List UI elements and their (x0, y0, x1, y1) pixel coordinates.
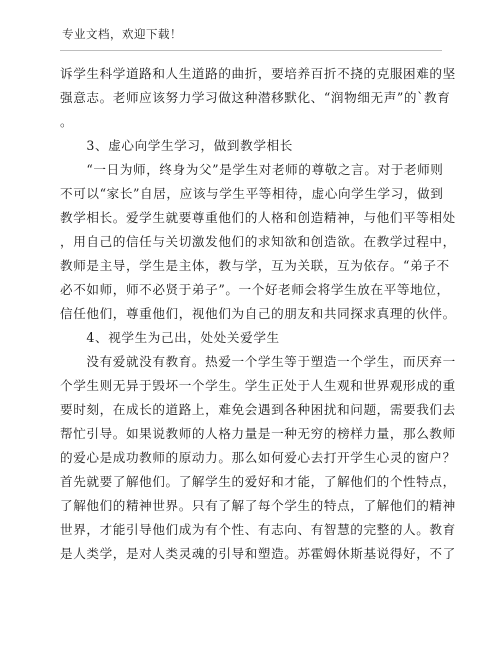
section-heading: 4、视学生为己出，处处关爱学生 (60, 330, 280, 345)
text-line: 要时刻，在成长的道路上，难免会遇到各种困扰和问题，需要我们去 (60, 402, 456, 417)
text-line: 信任他们，尊重他们，视他们为自己的朋友和共同探求真理的伙伴。 (60, 306, 456, 321)
text-line: 诉学生科学道路和人生道路的曲折，要培养百折不挠的克服困难的坚 (60, 66, 456, 81)
text-line: 世界，才能引导他们成为有个性、有志向、有智慧的完整的人。教育 (60, 522, 456, 537)
text-line: 了解他们的精神世界。只有了解了每个学生的特点，了解他们的精神 (60, 498, 456, 513)
text-line: 教师是主导，学生是主体，教与学，互为关联，互为依存。“弟子不 (60, 258, 450, 273)
page-header: 专业文档，欢迎下载！ (62, 27, 182, 41)
text-line: ，用自己的信任与关切激发他们的求知欲和创造欲。在教学过程中， (60, 234, 456, 249)
header-divider (60, 50, 442, 51)
document-body (60, 62, 456, 566)
text-line: 没有爱就没有教育。热爱一个学生等于塑造一个学生，而厌弃一 (60, 354, 456, 369)
text-line: 是人类学，是对人类灵魂的引导和塑造。苏霍姆休斯基说得好，不了 (60, 546, 456, 561)
section-heading: 3、虚心向学生学习，做到教学相长 (60, 138, 293, 153)
text-line: 个学生则无异于毁坏一个学生。学生正处于人生观和世界观形成的重 (60, 378, 456, 393)
text-line: 必不如师，师不必贤于弟子”。一个好老师会将学生放在平等地位， (60, 282, 450, 297)
text-line: “一日为师，终身为父”是学生对老师的尊敬之言。对于老师则 (60, 162, 444, 177)
text-line: 。 (60, 114, 74, 129)
text-line: 强意志。老师应该努力学习做这种潜移默化、“润物细无声”的`教育 (60, 90, 451, 105)
text-line: 不可以“家长”自居，应该与学生平等相待，虚心向学生学习，做到 (60, 186, 444, 201)
text-line: 帮忙引导。如果说教师的人格力量是一种无穷的榜样力量，那么教师 (60, 426, 456, 441)
text-line: 首先就要了解他们。了解学生的爱好和才能，了解他们的个性特点， (60, 474, 456, 489)
text-line: 教学相长。爱学生就要尊重他们的人格和创造精神，与他们平等相处 (60, 210, 456, 225)
text-line: 的爱心是成功教师的原动力。那么如何爱心去打开学生心灵的窗户？ (60, 450, 456, 465)
